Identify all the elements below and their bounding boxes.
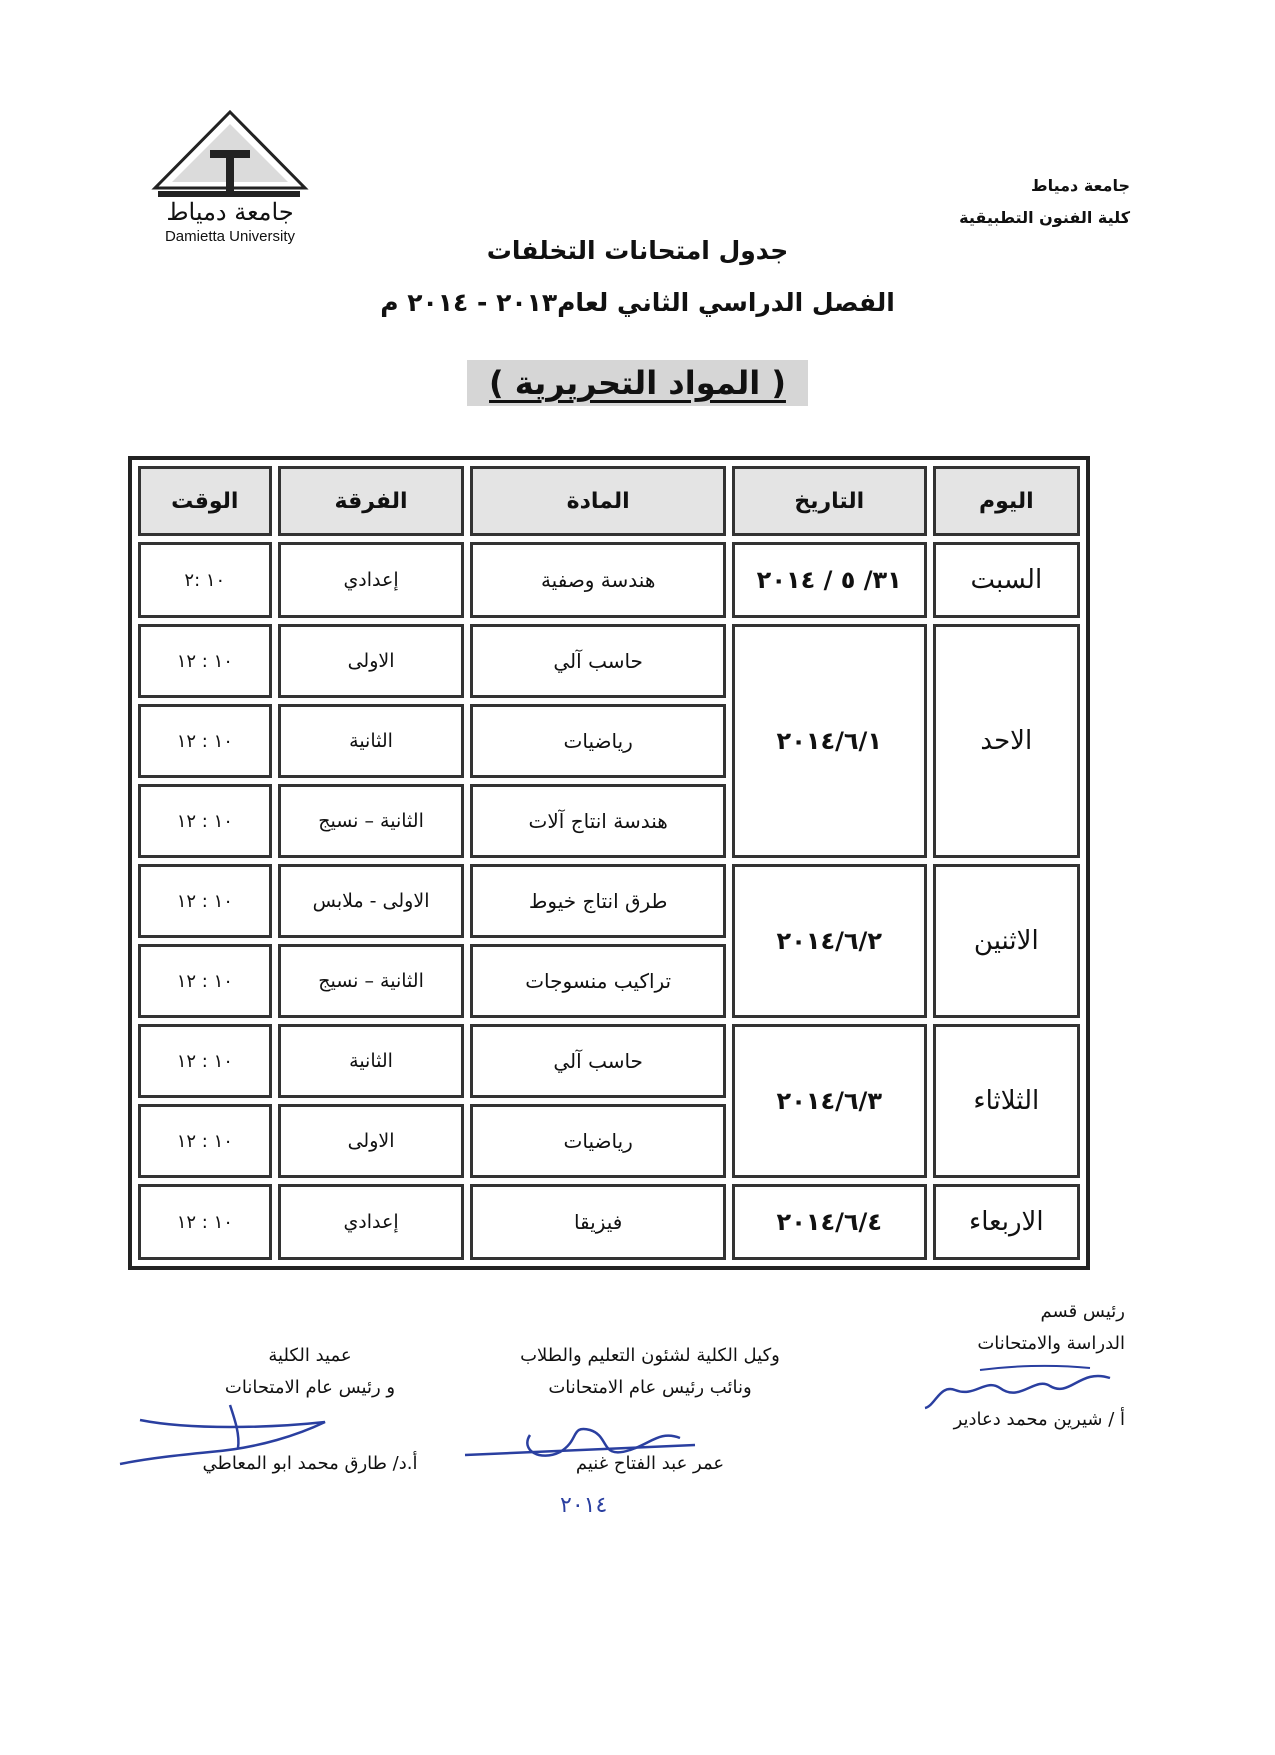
day-cell: الاثنين bbox=[933, 864, 1080, 1018]
header-date: التاريخ bbox=[732, 466, 927, 536]
table-header-row bbox=[138, 466, 1080, 536]
semester-title: الفصل الدراسي الثاني لعام٢٠١٣ - ٢٠١٤ م bbox=[380, 288, 895, 317]
time-cell: ١٠ :٢ bbox=[138, 542, 272, 618]
date-cell: ٣١/ ٥ / ٢٠١٤ bbox=[732, 542, 927, 618]
date-cell: ٢٠١٤/٦/٢ bbox=[732, 864, 927, 1018]
signatory-name: أ.د/ طارق محمد ابو المعاطي bbox=[202, 1453, 418, 1474]
header-time: الوقت bbox=[138, 466, 272, 536]
handwritten-date: ٢٠١٤ bbox=[560, 1493, 608, 1518]
signature-title: رئيس قسم bbox=[1040, 1301, 1125, 1322]
subject-cell: رياضيات bbox=[470, 1104, 725, 1178]
university-logo bbox=[150, 110, 310, 250]
logo-arabic-text: جامعة دمياط bbox=[166, 198, 294, 226]
group-cell: إعدادي bbox=[278, 542, 465, 618]
time-cell: ١٠ : ١٢ bbox=[138, 624, 272, 698]
group-cell: الاولى bbox=[278, 624, 465, 698]
date-cell: ٢٠١٤/٦/٤ bbox=[732, 1184, 927, 1260]
group-cell: الثانية – نسيج bbox=[278, 944, 465, 1018]
subject-cell: حاسب آلي bbox=[470, 1024, 725, 1098]
table-row bbox=[138, 864, 1080, 938]
table-row bbox=[138, 1184, 1080, 1260]
exam-schedule-table bbox=[128, 456, 1090, 1270]
signature-subtitle: و رئيس عام الامتحانات bbox=[224, 1377, 396, 1398]
university-name: جامعة دمياط bbox=[1030, 176, 1130, 195]
subject-cell: حاسب آلي bbox=[470, 624, 725, 698]
handwritten-signature-icon bbox=[110, 1400, 350, 1470]
group-cell: الثانية – نسيج bbox=[278, 784, 465, 858]
day-cell: الثلاثاء bbox=[933, 1024, 1080, 1178]
subject-cell: هندسة وصفية bbox=[470, 542, 725, 618]
table-row bbox=[138, 542, 1080, 618]
signatory-name: أ / شيرين محمد دعادير bbox=[953, 1409, 1125, 1430]
subject-cell: تراكيب منسوجات bbox=[470, 944, 725, 1018]
day-cell: الاحد bbox=[933, 624, 1080, 858]
handwritten-signature-icon bbox=[460, 1400, 720, 1520]
date-cell: ٢٠١٤/٦/١ bbox=[732, 624, 927, 858]
group-cell: الثانية bbox=[278, 1024, 465, 1098]
group-cell: الثانية bbox=[278, 704, 465, 778]
time-cell: ١٠ : ١٢ bbox=[138, 1104, 272, 1178]
college-name: كلية الفنون التطبيقية bbox=[959, 208, 1130, 227]
signature-subtitle: الدراسة والامتحانات bbox=[977, 1333, 1125, 1354]
time-cell: ١٠ : ١٢ bbox=[138, 704, 272, 778]
time-cell: ١٠ : ١٢ bbox=[138, 944, 272, 1018]
table-row bbox=[138, 624, 1080, 698]
institution-block bbox=[959, 170, 1130, 234]
time-cell: ١٠ : ١٢ bbox=[138, 1024, 272, 1098]
subject-cell: هندسة انتاج آلات bbox=[470, 784, 725, 858]
signature-title: وكيل الكلية لشئون التعليم والطلاب bbox=[520, 1345, 780, 1366]
group-cell: إعدادي bbox=[278, 1184, 465, 1260]
day-cell: السبت bbox=[933, 542, 1080, 618]
logo-mark-icon bbox=[150, 110, 310, 200]
handwritten-signature-icon bbox=[920, 1358, 1120, 1418]
day-cell: الاربعاء bbox=[933, 1184, 1080, 1260]
header-group: الفرقة bbox=[278, 466, 465, 536]
signature-subtitle: ونائب رئيس عام الامتحانات bbox=[548, 1377, 752, 1398]
date-cell: ٢٠١٤/٦/٣ bbox=[732, 1024, 927, 1178]
table-row bbox=[138, 1024, 1080, 1098]
group-cell: الاولى bbox=[278, 1104, 465, 1178]
signatory-name: عمر عبد الفتاح غنيم bbox=[575, 1453, 725, 1474]
signature-title: عميد الكلية bbox=[268, 1345, 352, 1366]
header-day: اليوم bbox=[933, 466, 1080, 536]
subject-cell: طرق انتاج خيوط bbox=[470, 864, 725, 938]
group-cell: الاولى - ملابس bbox=[278, 864, 465, 938]
exam-type-label: ( المواد التحريرية ) bbox=[467, 360, 808, 406]
time-cell: ١٠ : ١٢ bbox=[138, 784, 272, 858]
time-cell: ١٠ : ١٢ bbox=[138, 864, 272, 938]
schedule-title: جدول امتحانات التخلفات bbox=[486, 236, 789, 265]
subject-cell: فيزيقا bbox=[470, 1184, 725, 1260]
exam-type-title bbox=[0, 360, 1275, 406]
subject-cell: رياضيات bbox=[470, 704, 725, 778]
header-subject: المادة bbox=[470, 466, 725, 536]
time-cell: ١٠ : ١٢ bbox=[138, 1184, 272, 1260]
logo-english-text: Damietta University bbox=[164, 228, 296, 245]
